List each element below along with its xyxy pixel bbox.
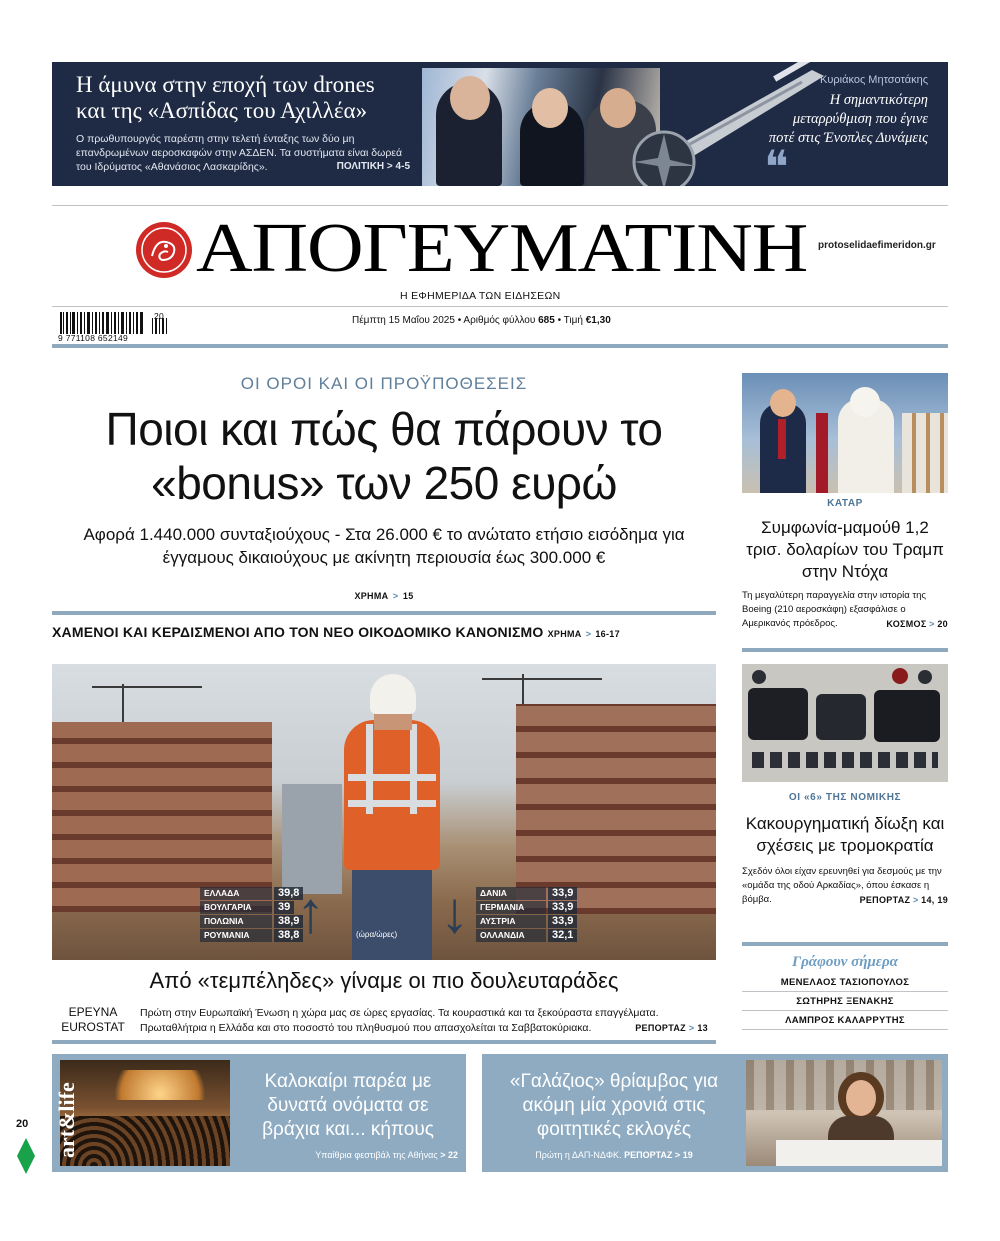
country: ΕΛΛΑΔΑ bbox=[200, 887, 272, 900]
photo-story-text bbox=[140, 1006, 716, 1036]
chevron-right-icon: > bbox=[929, 619, 935, 629]
page-number: 19 bbox=[682, 1150, 693, 1160]
stat-row bbox=[200, 900, 303, 914]
vest-stripe bbox=[366, 724, 373, 814]
stats-top-countries bbox=[200, 886, 303, 942]
worker-figure bbox=[352, 864, 432, 960]
ballot-box bbox=[776, 1140, 942, 1166]
promo-ref-text: Πρώτη η ΔΑΠ-ΝΔΦΚ. bbox=[535, 1150, 625, 1160]
banner-page-ref[interactable]: ΠΟΛΙΤΙΚΗ > 4-5 bbox=[336, 161, 410, 172]
hours: 33,9 bbox=[548, 887, 577, 900]
stat-row bbox=[476, 886, 577, 900]
country: ΡΟΥΜΑΝΙΑ bbox=[200, 929, 272, 942]
promo-ref-text: Υπαίθρια φεστιβάλ της Αθήνας bbox=[315, 1150, 438, 1160]
price: €1,30 bbox=[585, 315, 611, 326]
tie bbox=[778, 419, 786, 459]
banner-story bbox=[52, 62, 420, 186]
photo-story-page-ref[interactable] bbox=[635, 1021, 708, 1036]
promo-festivals[interactable] bbox=[52, 1054, 466, 1172]
country: ΓΕΡΜΑΝΙΑ bbox=[476, 901, 546, 914]
chevron-right-icon: > bbox=[585, 629, 592, 639]
crane bbox=[92, 686, 202, 688]
hours: 32,1 bbox=[548, 929, 577, 942]
art-life-logo: art&life bbox=[54, 1082, 79, 1158]
jacket bbox=[748, 688, 808, 740]
building bbox=[52, 722, 272, 912]
banner-quote-block bbox=[768, 74, 928, 148]
stats-bottom-countries bbox=[476, 886, 577, 942]
crane bbox=[482, 678, 602, 680]
price-label: • Τιμή bbox=[554, 315, 586, 326]
divider-bar bbox=[52, 611, 716, 615]
promo-student-elections[interactable] bbox=[482, 1054, 948, 1172]
source-label bbox=[58, 1005, 128, 1035]
watermark: protoselidaefimeridon.gr bbox=[818, 240, 936, 251]
story-line-text: Πρωταθλήτρια η Ελλάδα και στο ποσοστό του πληθυσμού που απασχολείται τα Σαββατοκύριακα. bbox=[140, 1022, 592, 1034]
source-line: EUROSTAT bbox=[61, 1020, 125, 1034]
person-head bbox=[532, 88, 568, 128]
writer-name[interactable]: ΜΕΝΕΛΑΟΣ ΤΑΣΙΟΠΟΥΛΟΣ bbox=[742, 973, 948, 992]
promo-title: Καλοκαίρι παρέα με δυνατά ονόματα σε βράχια και... κήπους bbox=[262, 1071, 434, 1140]
lead-kicker: ΟΙ ΟΡΟΙ ΚΑΙ ΟΙ ΠΡΟΫΠΟΘΕΣΕΙΣ bbox=[240, 374, 528, 393]
helmet bbox=[918, 670, 932, 684]
promo-title: «Γαλάζιος» θρίαμβος για ακόμη μία χρονιά στις φοιτητικές εκλογές bbox=[509, 1071, 719, 1140]
person-head bbox=[850, 387, 880, 417]
vest-stripe bbox=[410, 724, 417, 814]
stat-row bbox=[476, 928, 577, 942]
page-number: 20 bbox=[16, 1118, 29, 1130]
banner-text bbox=[76, 132, 410, 174]
construction-photo bbox=[52, 664, 716, 960]
lead-page-ref[interactable] bbox=[52, 586, 716, 604]
newspaper-seal-logo bbox=[136, 222, 192, 278]
barcode-number bbox=[58, 311, 165, 343]
divider-bar bbox=[742, 942, 948, 946]
hours: 33,9 bbox=[548, 901, 577, 914]
story-label: ΟΙ «6» ΤΗΣ ΝΟΜΙΚΗΣ bbox=[788, 792, 902, 803]
qatar-story[interactable] bbox=[742, 498, 948, 632]
helmet bbox=[892, 668, 908, 684]
hours: 39,8 bbox=[274, 887, 303, 900]
worker-figure bbox=[344, 720, 440, 870]
person-head bbox=[770, 389, 796, 417]
page-number: 16-17 bbox=[595, 629, 620, 639]
chevron-right-icon: > bbox=[688, 1023, 695, 1033]
page-number: 22 bbox=[447, 1150, 458, 1160]
divider-bar bbox=[742, 648, 948, 652]
hard-hat-icon bbox=[370, 674, 416, 714]
country: ΒΟΥΛΓΑΡΙΑ bbox=[200, 901, 272, 914]
country: ΠΟΛΩΝΙΑ bbox=[200, 915, 272, 928]
story-text bbox=[742, 865, 948, 907]
diamond-icon bbox=[17, 1138, 35, 1174]
quote-text: Η σημαντικότερη μεταρρύθμιση που έγινε ποτέ στις Ένοπλες Δυνάμεις bbox=[768, 92, 928, 146]
photo-story-headline[interactable]: Από «τεμπέληδες» γίναμε οι πιο δουλευταράδες bbox=[149, 968, 619, 993]
dateline bbox=[352, 315, 611, 326]
hours: 38,8 bbox=[274, 929, 303, 942]
page-number: 20 bbox=[937, 619, 948, 629]
banner-body: Ο πρωθυπουργός παρέστη στην τελετή ένταξης των δύο μη επανδρωμένων αεροσκαφών στην ΑΣΔΕΝ. Τα συστήματα είναι δωρεά του Ιδρύματος «Αθανάσιος Λασκαρίδης». bbox=[76, 133, 403, 173]
country: ΔΑΝΙΑ bbox=[476, 887, 546, 900]
jacket bbox=[874, 690, 940, 742]
items-row bbox=[752, 752, 938, 768]
masthead-subtitle: Η ΕΦΗΜΕΡΙΔΑ ΤΩΝ ΕΙΔΗΣΕΩΝ bbox=[400, 290, 561, 302]
story-body: Τη μεγαλύτερη παραγγελία στην ιστορία της Boeing (210 αεροσκάφη) εξασφάλισε ο Αμερικανός πρόεδρος. bbox=[742, 590, 926, 629]
barcode-issue-text: 20 bbox=[154, 311, 165, 321]
date-text: Πέμπτη 15 Μαΐου 2025 • Αριθμός φύλλου bbox=[352, 315, 539, 326]
jacket bbox=[816, 694, 866, 740]
building bbox=[282, 784, 342, 894]
vest-stripe bbox=[348, 800, 436, 807]
vest-stripe bbox=[348, 774, 436, 781]
person-head bbox=[450, 76, 490, 120]
section-name: ΡΕΠΟΡΤΑΖ bbox=[635, 1023, 686, 1033]
hours: 38,9 bbox=[274, 915, 303, 928]
person-face bbox=[846, 1080, 876, 1116]
chevron-right-icon: > bbox=[912, 895, 919, 905]
section-name: ΧΡΗΜΑ bbox=[547, 629, 582, 639]
story-line: Πρώτη στην Ευρωπαϊκή Ένωση η χώρα μας σε ώρες εργασίας. Τα κουραστικά και τα ξεκούραστα επαγγέλματα. bbox=[140, 1007, 659, 1019]
writers-title: Γράφουν σήμερα bbox=[792, 954, 898, 970]
section-name: ΡΕΠΟΡΤΑΖ bbox=[859, 895, 911, 905]
divider-bar bbox=[52, 344, 948, 348]
building-code-subhead[interactable] bbox=[52, 624, 716, 640]
source-line: ΕΡΕΥΝΑ bbox=[68, 1005, 118, 1019]
country: ΟΛΛΑΝΔΙΑ bbox=[476, 929, 546, 942]
hours: 39 bbox=[274, 901, 294, 914]
subhead-text: ΧΑΜΕΝΟΙ ΚΑΙ ΚΕΡΔΙΣΜΕΝΟΙ ΑΠΟ ΤΟΝ ΝΕΟ ΟΙΚΟΔΟΜΙΚΟ ΚΑΝΟΝΙΣΜΟ bbox=[52, 624, 544, 640]
helmet bbox=[752, 670, 766, 684]
story-text bbox=[742, 589, 948, 631]
flag bbox=[816, 413, 828, 493]
banner-title: Η άμυνα στην εποχή των drones και της «Ασπίδας του Αχιλλέα» bbox=[76, 72, 375, 123]
qatar-photo bbox=[742, 373, 948, 493]
quote-author: Κυριάκος Μητσοτάκης bbox=[820, 74, 928, 86]
writers-box bbox=[742, 954, 948, 1030]
writer-name[interactable]: ΣΩΤΗΡΗΣ ΞΕΝΑΚΗΣ bbox=[742, 992, 948, 1011]
promo-page-ref bbox=[492, 1150, 736, 1160]
masthead-title[interactable]: ΑΠΟΓΕΥΜΑΤΙΝΗ bbox=[196, 210, 808, 287]
page-number: 13 bbox=[697, 1023, 708, 1033]
page-number: 15 bbox=[402, 591, 414, 601]
story-title: Συμφωνία-μαμούθ 1,2 τρισ. δολαρίων του Τραμπ στην Ντόχα bbox=[746, 518, 944, 581]
arrow-down-icon: ↓ bbox=[440, 880, 469, 945]
stat-row bbox=[476, 900, 577, 914]
story-title: Κακουργηματική δίωξη και σχέσεις με τρομοκρατία bbox=[745, 814, 945, 855]
page-ref[interactable] bbox=[886, 617, 948, 632]
barcode-digits-text: 9 771108 652149 bbox=[58, 333, 129, 343]
chevron-right-icon: > bbox=[392, 591, 399, 601]
stat-row bbox=[476, 914, 577, 928]
page-ref[interactable] bbox=[860, 893, 948, 908]
unit-label: (ώρα/ώρες) bbox=[356, 930, 398, 939]
chevron-right-icon: > bbox=[440, 1150, 446, 1160]
story-body: Σχεδόν όλοι είχαν ερευνηθεί για δεσμούς με την «ομάδα της οδού Αρκαδίας», όπου έσκασε η βόμβα. bbox=[742, 866, 942, 905]
law-school-story[interactable] bbox=[742, 792, 948, 908]
section-name: ΡΕΠΟΡΤΑΖ bbox=[624, 1150, 673, 1160]
section-name: ΧΡΗΜΑ bbox=[354, 591, 389, 601]
voter-photo bbox=[746, 1060, 942, 1166]
page-number: 14, 19 bbox=[921, 895, 948, 905]
building bbox=[516, 704, 716, 914]
writer-name[interactable]: ΛΑΜΠΡΟΣ ΚΑΛΑΡΡΥΤΗΣ bbox=[742, 1011, 948, 1030]
concert-photo bbox=[60, 1060, 230, 1166]
stat-row bbox=[200, 914, 303, 928]
stat-row bbox=[200, 928, 303, 942]
top-banner[interactable] bbox=[52, 62, 948, 186]
section-name: ΚΟΣΜΟΣ bbox=[886, 619, 927, 629]
story-line bbox=[140, 1021, 716, 1036]
lead-deck: Αφορά 1.440.000 συνταξιούχους - Στα 26.000 € το ανώτατο ετήσιο εισόδημα για έγγαμους δικαιούχους με ακίνητη περιουσία έως 300.000 € bbox=[83, 525, 685, 567]
crowd bbox=[60, 1116, 230, 1166]
lead-headline[interactable]: Ποιοι και πώς θα πάρουν το «bonus» των 250 ευρώ bbox=[105, 403, 663, 509]
hours: 33,9 bbox=[548, 915, 577, 928]
stat-row bbox=[200, 886, 303, 900]
chevron-right-icon: > bbox=[674, 1150, 681, 1160]
divider bbox=[52, 306, 948, 307]
story-label: ΚΑΤΑΡ bbox=[827, 498, 863, 509]
arrow-up-icon: ↑ bbox=[296, 880, 325, 945]
issue-number: 685 bbox=[538, 315, 555, 326]
honor-guard bbox=[902, 413, 948, 493]
country: ΑΥΣΤΡΙΑ bbox=[476, 915, 546, 928]
seized-items-photo bbox=[742, 664, 948, 782]
divider-bar bbox=[52, 1040, 716, 1044]
divider bbox=[52, 205, 948, 206]
stage-lights bbox=[100, 1070, 220, 1100]
quote-icon: ❝ bbox=[764, 142, 789, 186]
promo-page-ref bbox=[252, 1150, 458, 1160]
